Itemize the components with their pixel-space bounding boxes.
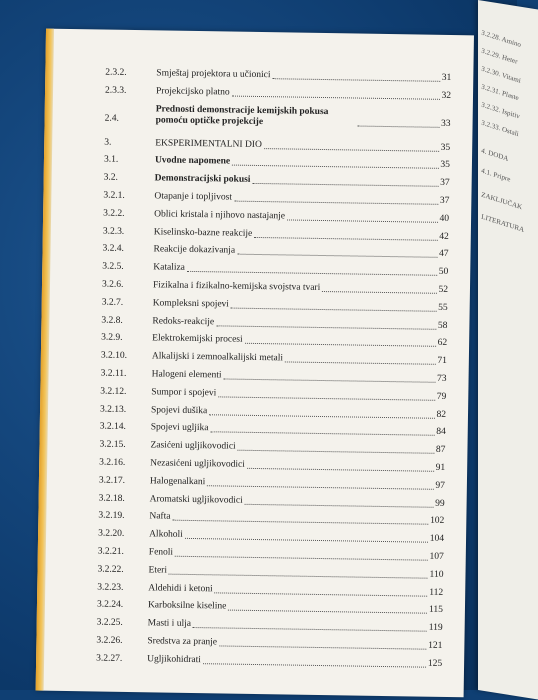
- toc-entry-page: 35: [440, 142, 451, 153]
- toc-entry: [102, 242, 448, 261]
- toc-entry-number: 3.2.26.: [96, 635, 123, 646]
- toc-entry-page: 115: [428, 605, 444, 616]
- toc-entry-page: 55: [438, 302, 448, 313]
- toc-entry: [100, 384, 446, 403]
- toc-entry: [103, 189, 449, 208]
- toc-entry-page: 35: [440, 160, 451, 171]
- toc-entry-number: 3.2.24.: [96, 599, 124, 611]
- toc-entry-page: 42: [439, 231, 449, 242]
- toc-entry: [100, 402, 446, 421]
- toc-entry-title: Nezasićeni ugljikovodici: [150, 458, 245, 470]
- toc-entry-number: 3.2.22.: [97, 564, 124, 575]
- toc-entry: [105, 66, 451, 85]
- toc-entry-title: Alkoholi: [149, 529, 183, 541]
- dot-leader: [185, 538, 428, 543]
- toc-entry: [102, 295, 448, 314]
- toc-entry-page: 125: [427, 658, 443, 669]
- toc-entry-page: 50: [438, 267, 449, 278]
- toc-entry-title: Spojevi ugljika: [150, 422, 209, 434]
- toc-entry-number: 3.2.6.: [101, 279, 124, 290]
- toc-entry: [98, 509, 444, 528]
- toc-entry-title: Reakcije dokazivanja: [153, 244, 236, 257]
- toc-entry-number: 3.1.: [103, 154, 119, 166]
- toc-entry-title: EKSPERIMENTALNI DIO: [155, 137, 262, 150]
- toc-entry-title: Otapanje i topljivost: [154, 191, 233, 203]
- toc-entry-title: Fizikalna i fizikalno-kemijska svojstva tvari: [152, 280, 321, 293]
- toc-entry: [101, 367, 447, 386]
- toc-entry-page: 52: [438, 284, 449, 295]
- toc-entry: [98, 527, 444, 546]
- toc-entry-number: 3.2.7.: [101, 297, 124, 308]
- toc-entry: [104, 171, 450, 190]
- dot-leader: [232, 95, 440, 99]
- dot-leader: [287, 219, 438, 222]
- toc-entry-number: 3.2.23.: [97, 582, 124, 593]
- facing-page-line: 3.2.31. Plaste: [480, 82, 520, 103]
- table-of-contents: [36, 29, 474, 698]
- dot-leader: [247, 468, 434, 472]
- toc-entry-title: Demonstracijski pokusi: [154, 173, 251, 186]
- facing-page-line: ZAKLJUČAK: [480, 190, 523, 212]
- toc-entry-title: Nafta: [149, 511, 171, 523]
- dot-leader: [254, 237, 437, 241]
- dot-leader: [232, 165, 438, 169]
- toc-entry-title: Karboksilne kiseline: [147, 600, 227, 612]
- toc-entry-page: 58: [437, 320, 448, 331]
- toc-entry-page: 84: [436, 427, 446, 438]
- toc-entry-title: Alkalijski i zemnoalkalijski metali: [151, 351, 284, 364]
- dot-leader: [175, 556, 427, 561]
- dot-leader: [237, 254, 437, 258]
- toc-entry-page: 47: [438, 249, 449, 260]
- toc-entry-title: Masti i ulja: [147, 618, 192, 630]
- toc-entry: [98, 545, 444, 564]
- dot-leader: [169, 573, 428, 578]
- toc-entry-number: 3.2.25.: [96, 617, 123, 629]
- toc-entry-page: 79: [436, 391, 447, 402]
- toc-entry-title: Halogeni elementi: [151, 369, 222, 381]
- toc-entry-page: 112: [429, 587, 444, 598]
- toc-entry: [99, 473, 445, 492]
- toc-entry-title: Spojevi dušika: [150, 404, 208, 416]
- dot-leader: [187, 271, 437, 276]
- dot-leader: [245, 503, 433, 507]
- toc-entry: [97, 616, 443, 635]
- toc-entry-page: 40: [439, 213, 450, 224]
- toc-entry-number: 3.2.12.: [100, 386, 127, 397]
- toc-entry: [102, 278, 448, 297]
- facing-page-line: 4.1. Pripre: [480, 166, 511, 184]
- toc-entry-number: 3.: [104, 137, 112, 148]
- dot-leader: [172, 520, 428, 525]
- toc-entry-page: 73: [436, 373, 447, 384]
- toc-entry-number: 3.2.13.: [99, 404, 127, 415]
- toc-entry-title: Fenoli: [148, 547, 174, 558]
- toc-entry-page: 91: [435, 462, 446, 473]
- toc-entry: [105, 101, 451, 130]
- toc-entry-number: 3.2.10.: [100, 350, 128, 362]
- facing-page-line: 3.2.28. Amino: [480, 28, 522, 49]
- dot-leader: [210, 432, 434, 437]
- dot-leader: [223, 378, 435, 382]
- dot-leader: [216, 325, 436, 329]
- toc-entry-page: 119: [428, 622, 443, 634]
- toc-entry-page: 121: [428, 640, 443, 651]
- toc-entry-title: Zasićeni ugljikovodici: [150, 440, 236, 452]
- toc-entry-title: Halogenalkani: [149, 476, 206, 487]
- toc-entry-number: 3.2.11.: [100, 368, 127, 379]
- toc-entry: [105, 83, 451, 102]
- dot-leader: [215, 592, 428, 596]
- dot-leader: [209, 414, 434, 419]
- toc-entry: [96, 634, 442, 653]
- dot-leader: [203, 663, 426, 668]
- toc-entry: [99, 491, 445, 510]
- toc-entry-number: 2.3.3.: [104, 85, 127, 96]
- dot-leader: [252, 183, 438, 187]
- toc-entry-page: 31: [441, 72, 452, 84]
- toc-entry-page: 32: [441, 90, 452, 101]
- toc-entry: [104, 153, 450, 172]
- dot-leader: [245, 343, 436, 347]
- toc-entry-page: 99: [435, 498, 445, 509]
- toc-entry: [101, 313, 447, 332]
- toc-entry: [97, 562, 443, 581]
- facing-page-line: 3.2.30. Vitami: [480, 64, 522, 85]
- toc-entry-title: Sumpor i spojevi: [151, 387, 217, 399]
- toc-entry-page: 87: [435, 445, 446, 456]
- dot-leader: [207, 485, 433, 490]
- toc-entry-number: 3.2.3.: [102, 226, 125, 237]
- toc-entry-title: Ugljikohidrati: [147, 654, 202, 665]
- dot-leader: [238, 450, 434, 454]
- dot-leader: [285, 362, 435, 365]
- toc-entry: [103, 206, 449, 225]
- toc-entry-number: 3.2.15.: [99, 439, 126, 451]
- dot-leader: [234, 201, 438, 205]
- toc-entry-title: Aromatski ugljikovodici: [149, 493, 243, 506]
- toc-entry-title: Kataliza: [153, 262, 186, 274]
- toc-entry-title: Redoks-reakcije: [152, 315, 215, 327]
- toc-entry-title: Elektrokemijski procesi: [152, 333, 243, 346]
- toc-entry-title: Oblici kristala i njihovo nastajanje: [154, 209, 286, 222]
- toc-entry-number: 2.4.: [104, 113, 119, 124]
- toc-entry-title: Eteri: [148, 565, 168, 576]
- toc-entry-title: Kiselinsko-bazne reakcije: [153, 226, 253, 239]
- dot-leader: [231, 307, 436, 311]
- dot-leader: [228, 610, 427, 614]
- dot-leader: [193, 627, 427, 632]
- toc-entry: [100, 420, 446, 439]
- toc-entry: [104, 135, 450, 154]
- facing-page-line: 3.2.32. Ispitiv: [480, 100, 521, 121]
- dot-leader: [273, 78, 440, 82]
- toc-entry-number: 3.2.1.: [103, 190, 125, 201]
- book-page: [36, 29, 474, 698]
- toc-entry-number: 3.2.14.: [99, 421, 126, 433]
- toc-entry-number: 3.2.18.: [98, 493, 125, 504]
- toc-entry-page: 37: [439, 195, 450, 206]
- toc-entry-title: Prednosti demonstracije kemijskih pokusa pomoću optičke projekcije: [155, 103, 329, 127]
- dot-leader: [219, 645, 426, 649]
- toc-entry: [97, 580, 443, 599]
- toc-entry-number: 2.3.2.: [105, 67, 127, 78]
- toc-entry-title: Kompleksni spojevi: [152, 298, 230, 310]
- toc-entry-title: Uvodne napomene: [154, 155, 231, 167]
- facing-page-line: 4. DODA: [480, 146, 509, 163]
- toc-entry: [103, 224, 449, 243]
- facing-page-line: LITERATURA: [480, 212, 525, 234]
- facing-page-line: 3.2.33. Ostali: [480, 118, 520, 139]
- toc-entry-page: 104: [429, 533, 445, 545]
- dot-leader: [218, 396, 435, 400]
- toc-entry-page: 33: [441, 118, 451, 129]
- toc-entry-title: Sredstva za pranje: [147, 636, 218, 648]
- toc-entry-page: 102: [430, 516, 445, 527]
- toc-entry: [99, 438, 445, 457]
- toc-entry-number: 3.2.9.: [101, 332, 123, 344]
- toc-entry: [99, 456, 445, 475]
- toc-entry-page: 82: [436, 409, 447, 420]
- toc-entry-number: 3.2.8.: [101, 315, 123, 326]
- toc-entry-page: 97: [435, 480, 445, 491]
- toc-entry: [102, 260, 448, 279]
- toc-entry-page: 71: [437, 356, 447, 367]
- facing-page-line: 3.2.29. Heter: [480, 46, 519, 66]
- toc-entry: [97, 598, 443, 617]
- toc-entry-title: Aldehidi i ketoni: [148, 582, 213, 594]
- toc-entry-number: 3.2.17.: [98, 475, 126, 486]
- dot-leader: [322, 291, 436, 294]
- toc-entry-number: 3.2.2.: [103, 208, 125, 219]
- toc-entry-number: 3.2.20.: [98, 528, 125, 540]
- facing-page: [478, 0, 538, 700]
- toc-entry-title: Smještaj projektora u učionici: [156, 68, 271, 81]
- dot-leader: [358, 125, 440, 127]
- toc-entry-number: 3.2.16.: [99, 457, 126, 468]
- toc-entry-title: Projekcijsko platno: [155, 86, 230, 98]
- toc-entry-number: 3.2.5.: [102, 261, 124, 273]
- toc-entry-number: 3.2.21.: [97, 546, 125, 557]
- toc-entry-page: 37: [440, 178, 450, 189]
- toc-entry-number: 3.2.27.: [96, 653, 123, 664]
- toc-entry-page: 107: [429, 551, 444, 562]
- toc-entry: [96, 651, 442, 670]
- toc-entry-number: 3.2.: [103, 172, 119, 183]
- toc-entry-page: 110: [429, 569, 444, 580]
- toc-entry-number: 3.2.4.: [102, 243, 125, 255]
- toc-entry: [101, 349, 447, 368]
- toc-entry-number: 3.2.19.: [98, 510, 125, 522]
- toc-entry: [101, 331, 447, 350]
- toc-entry-page: 62: [437, 338, 448, 349]
- dot-leader: [264, 148, 439, 152]
